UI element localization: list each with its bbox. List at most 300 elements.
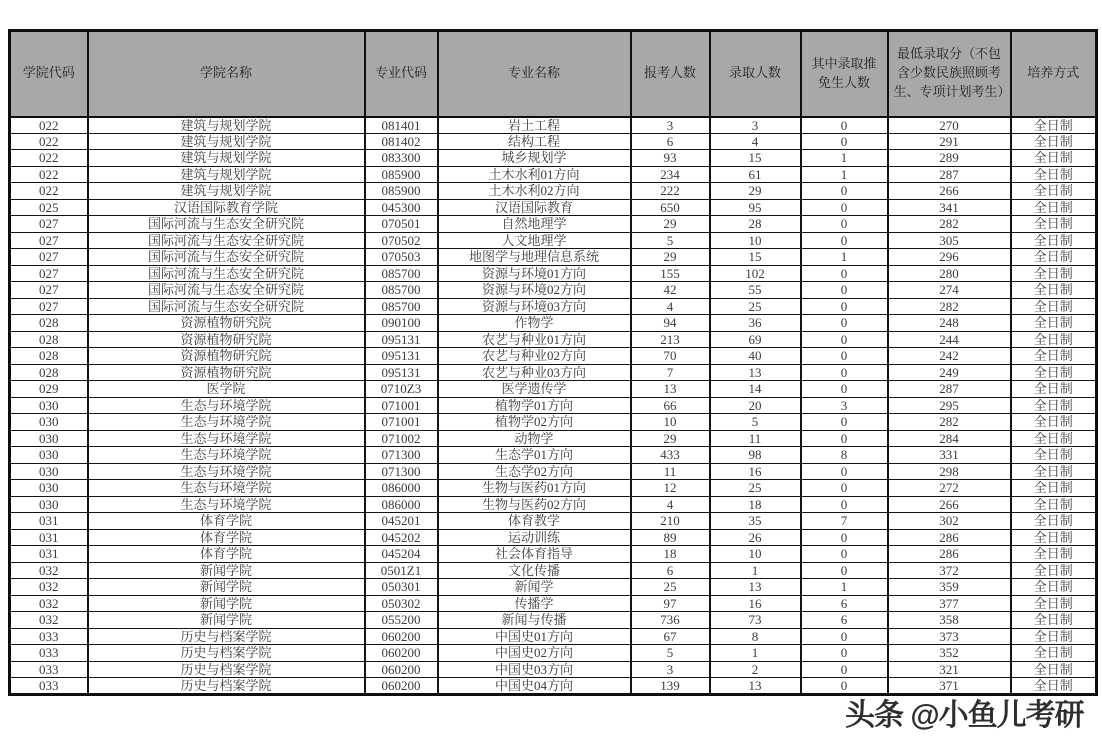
- table-cell-applicants: 11: [631, 463, 710, 480]
- table-cell-college_name: 国际河流与生态安全研究院: [88, 265, 365, 282]
- column-header-recommended-exempt: 其中录取推免生人数: [801, 31, 888, 117]
- table-cell-min_score: 298: [888, 463, 1011, 480]
- column-header-college-code: 学院代码: [10, 31, 88, 117]
- table-cell-college_name: 历史与档案学院: [88, 678, 365, 695]
- table-cell-min_score: 372: [888, 562, 1011, 579]
- table-cell-college_name: 体育学院: [88, 529, 365, 546]
- table-cell-college_code: 030: [10, 480, 88, 497]
- table-cell-major_name: 中国史04方向: [438, 678, 631, 695]
- table-cell-admitted: 25: [710, 298, 801, 315]
- table-row: [10, 133, 1097, 150]
- table-cell-major_code: 085900: [365, 183, 438, 200]
- table-cell-college_code: 027: [10, 282, 88, 299]
- table-cell-major_name: 运动训练: [438, 529, 631, 546]
- table-cell-college_code: 031: [10, 546, 88, 563]
- table-cell-college_code: 029: [10, 381, 88, 398]
- table-cell-major_code: 0710Z3: [365, 381, 438, 398]
- table-cell-college_code: 030: [10, 496, 88, 513]
- table-cell-admitted: 13: [710, 579, 801, 596]
- table-body: [10, 117, 1097, 695]
- table-cell-applicants: 433: [631, 447, 710, 464]
- table-cell-major_code: 071002: [365, 430, 438, 447]
- table-cell-major_name: 汉语国际教育: [438, 199, 631, 216]
- table-cell-major_name: 资源与环境03方向: [438, 298, 631, 315]
- table-cell-admitted: 16: [710, 595, 801, 612]
- table-cell-min_score: 295: [888, 397, 1011, 414]
- table-cell-min_score: 291: [888, 133, 1011, 150]
- table-cell-training_mode: 全日制: [1011, 199, 1097, 216]
- table-cell-college_name: 国际河流与生态安全研究院: [88, 216, 365, 233]
- table-cell-admitted: 3: [710, 117, 801, 134]
- table-cell-college_code: 022: [10, 183, 88, 200]
- table-cell-training_mode: 全日制: [1011, 117, 1097, 134]
- table-cell-min_score: 242: [888, 348, 1011, 365]
- table-cell-major_name: 结构工程: [438, 133, 631, 150]
- table-cell-major_name: 农艺与种业01方向: [438, 331, 631, 348]
- table-row: [10, 315, 1097, 332]
- table-cell-recommended_exempt: 0: [801, 496, 888, 513]
- table-cell-admitted: 98: [710, 447, 801, 464]
- table-cell-major_name: 植物学01方向: [438, 397, 631, 414]
- table-cell-recommended_exempt: 0: [801, 216, 888, 233]
- table-cell-applicants: 650: [631, 199, 710, 216]
- table-cell-admitted: 36: [710, 315, 801, 332]
- table-cell-recommended_exempt: 0: [801, 529, 888, 546]
- table-cell-college_name: 历史与档案学院: [88, 628, 365, 645]
- table-cell-training_mode: 全日制: [1011, 414, 1097, 431]
- table-cell-admitted: 102: [710, 265, 801, 282]
- table-row: [10, 661, 1097, 678]
- table-row: [10, 348, 1097, 365]
- table-cell-college_code: 031: [10, 513, 88, 530]
- table-cell-applicants: 94: [631, 315, 710, 332]
- table-cell-major_name: 社会体育指导: [438, 546, 631, 563]
- table-cell-applicants: 5: [631, 645, 710, 662]
- table-cell-college_code: 022: [10, 150, 88, 167]
- table-cell-min_score: 377: [888, 595, 1011, 612]
- table-cell-applicants: 18: [631, 546, 710, 563]
- table-cell-training_mode: 全日制: [1011, 645, 1097, 662]
- table-cell-training_mode: 全日制: [1011, 298, 1097, 315]
- table-row: [10, 150, 1097, 167]
- table-cell-min_score: 274: [888, 282, 1011, 299]
- table-cell-training_mode: 全日制: [1011, 249, 1097, 266]
- table-cell-college_code: 027: [10, 298, 88, 315]
- table-cell-applicants: 5: [631, 232, 710, 249]
- table-cell-major_name: 新闻与传播: [438, 612, 631, 629]
- table-cell-college_code: 030: [10, 414, 88, 431]
- table-cell-major_name: 岩土工程: [438, 117, 631, 134]
- table-row: [10, 513, 1097, 530]
- table-cell-college_code: 025: [10, 199, 88, 216]
- table-cell-college_name: 国际河流与生态安全研究院: [88, 249, 365, 266]
- table-cell-applicants: 70: [631, 348, 710, 365]
- table-cell-college_name: 建筑与规划学院: [88, 133, 365, 150]
- table-cell-college_name: 新闻学院: [88, 562, 365, 579]
- table-cell-college_code: 022: [10, 166, 88, 183]
- table-cell-recommended_exempt: 0: [801, 546, 888, 563]
- table-cell-college_name: 生态与环境学院: [88, 480, 365, 497]
- table-cell-training_mode: 全日制: [1011, 331, 1097, 348]
- table-cell-min_score: 287: [888, 166, 1011, 183]
- table-cell-recommended_exempt: 0: [801, 298, 888, 315]
- table-cell-college_name: 医学院: [88, 381, 365, 398]
- table-cell-recommended_exempt: 6: [801, 595, 888, 612]
- table-cell-college_name: 新闻学院: [88, 579, 365, 596]
- admission-score-table: [8, 29, 1098, 696]
- table-cell-admitted: 25: [710, 480, 801, 497]
- table-cell-recommended_exempt: 0: [801, 678, 888, 695]
- table-cell-major_code: 060200: [365, 645, 438, 662]
- table-cell-major_code: 070501: [365, 216, 438, 233]
- table-cell-recommended_exempt: 0: [801, 183, 888, 200]
- table-cell-admitted: 40: [710, 348, 801, 365]
- table-cell-applicants: 42: [631, 282, 710, 299]
- table-cell-min_score: 266: [888, 496, 1011, 513]
- table-row: [10, 529, 1097, 546]
- table-row: [10, 232, 1097, 249]
- table-cell-college_code: 022: [10, 117, 88, 134]
- table-cell-training_mode: 全日制: [1011, 381, 1097, 398]
- table-cell-major_code: 060200: [365, 628, 438, 645]
- table-header: [10, 31, 1097, 117]
- table-cell-applicants: 12: [631, 480, 710, 497]
- table-row: [10, 645, 1097, 662]
- table-cell-recommended_exempt: 0: [801, 348, 888, 365]
- table-cell-major_name: 中国史01方向: [438, 628, 631, 645]
- table-cell-major_name: 动物学: [438, 430, 631, 447]
- table-row: [10, 199, 1097, 216]
- table-cell-college_name: 资源植物研究院: [88, 364, 365, 381]
- table-header-row: [10, 31, 1097, 117]
- table-cell-min_score: 266: [888, 183, 1011, 200]
- table-cell-major_name: 传播学: [438, 595, 631, 612]
- table-cell-recommended_exempt: 7: [801, 513, 888, 530]
- table-cell-college_name: 建筑与规划学院: [88, 183, 365, 200]
- table-cell-major_code: 0501Z1: [365, 562, 438, 579]
- table-cell-major_code: 071001: [365, 397, 438, 414]
- table-cell-applicants: 3: [631, 117, 710, 134]
- table-cell-admitted: 1: [710, 562, 801, 579]
- table-cell-college_code: 022: [10, 133, 88, 150]
- table-cell-college_name: 生态与环境学院: [88, 430, 365, 447]
- table-cell-training_mode: 全日制: [1011, 579, 1097, 596]
- table-cell-admitted: 1: [710, 645, 801, 662]
- table-cell-min_score: 289: [888, 150, 1011, 167]
- table-cell-applicants: 97: [631, 595, 710, 612]
- table-cell-college_name: 历史与档案学院: [88, 645, 365, 662]
- table-row: [10, 480, 1097, 497]
- table-row: [10, 612, 1097, 629]
- table-cell-min_score: 244: [888, 331, 1011, 348]
- table-cell-college_code: 033: [10, 661, 88, 678]
- table-cell-min_score: 248: [888, 315, 1011, 332]
- table-cell-college_name: 新闻学院: [88, 595, 365, 612]
- table-cell-admitted: 14: [710, 381, 801, 398]
- table-row: [10, 249, 1097, 266]
- table-cell-training_mode: 全日制: [1011, 348, 1097, 365]
- table-cell-college_code: 031: [10, 529, 88, 546]
- table-cell-major_code: 070502: [365, 232, 438, 249]
- table-cell-training_mode: 全日制: [1011, 447, 1097, 464]
- table-cell-admitted: 16: [710, 463, 801, 480]
- table-row: [10, 364, 1097, 381]
- table-cell-major_name: 新闻学: [438, 579, 631, 596]
- table-cell-major_code: 071300: [365, 463, 438, 480]
- table-cell-major_code: 070503: [365, 249, 438, 266]
- table-row: [10, 117, 1097, 134]
- table-cell-applicants: 6: [631, 562, 710, 579]
- table-row: [10, 216, 1097, 233]
- table-cell-major_name: 中国史02方向: [438, 645, 631, 662]
- table-cell-college_name: 资源植物研究院: [88, 315, 365, 332]
- table-cell-college_name: 生态与环境学院: [88, 447, 365, 464]
- table-cell-recommended_exempt: 0: [801, 133, 888, 150]
- table-row: [10, 381, 1097, 398]
- table-cell-recommended_exempt: 6: [801, 612, 888, 629]
- table-cell-recommended_exempt: 0: [801, 232, 888, 249]
- table-cell-recommended_exempt: 0: [801, 661, 888, 678]
- column-header-major-code: 专业代码: [365, 31, 438, 117]
- table-cell-recommended_exempt: 1: [801, 150, 888, 167]
- table-cell-recommended_exempt: 0: [801, 463, 888, 480]
- table-cell-min_score: 371: [888, 678, 1011, 695]
- table-cell-major_code: 081402: [365, 133, 438, 150]
- table-cell-applicants: 139: [631, 678, 710, 695]
- table-cell-training_mode: 全日制: [1011, 628, 1097, 645]
- table-cell-major_code: 085700: [365, 298, 438, 315]
- table-cell-applicants: 4: [631, 298, 710, 315]
- table-cell-major_name: 植物学02方向: [438, 414, 631, 431]
- table-cell-college_code: 030: [10, 463, 88, 480]
- table-cell-major_name: 生物与医药01方向: [438, 480, 631, 497]
- table-cell-major_code: 083300: [365, 150, 438, 167]
- table-cell-applicants: 25: [631, 579, 710, 596]
- table-row: [10, 579, 1097, 596]
- table-cell-admitted: 95: [710, 199, 801, 216]
- table-cell-training_mode: 全日制: [1011, 133, 1097, 150]
- table-cell-admitted: 10: [710, 546, 801, 563]
- table-cell-recommended_exempt: 0: [801, 480, 888, 497]
- table-cell-college_name: 国际河流与生态安全研究院: [88, 232, 365, 249]
- table-cell-applicants: 234: [631, 166, 710, 183]
- table-cell-major_code: 045202: [365, 529, 438, 546]
- table-cell-training_mode: 全日制: [1011, 595, 1097, 612]
- table-row: [10, 628, 1097, 645]
- column-header-applicants: 报考人数: [631, 31, 710, 117]
- table-cell-recommended_exempt: 0: [801, 562, 888, 579]
- table-cell-major_name: 作物学: [438, 315, 631, 332]
- table-cell-recommended_exempt: 0: [801, 364, 888, 381]
- table-row: [10, 463, 1097, 480]
- table-cell-college_name: 新闻学院: [88, 612, 365, 629]
- table-cell-recommended_exempt: 0: [801, 331, 888, 348]
- table-cell-min_score: 280: [888, 265, 1011, 282]
- table-cell-min_score: 341: [888, 199, 1011, 216]
- table-cell-college_code: 030: [10, 447, 88, 464]
- table-cell-major_name: 土木水利02方向: [438, 183, 631, 200]
- table-cell-major_name: 资源与环境02方向: [438, 282, 631, 299]
- table-row: [10, 331, 1097, 348]
- table-cell-min_score: 282: [888, 414, 1011, 431]
- table-cell-recommended_exempt: 0: [801, 282, 888, 299]
- table-row: [10, 546, 1097, 563]
- table-cell-college_code: 028: [10, 331, 88, 348]
- table-row: [10, 265, 1097, 282]
- table-cell-recommended_exempt: 0: [801, 628, 888, 645]
- table-row: [10, 183, 1097, 200]
- table-cell-college_code: 033: [10, 678, 88, 695]
- table-cell-recommended_exempt: 0: [801, 381, 888, 398]
- toutiao-watermark: 头条 @小鱼儿考研: [845, 699, 1084, 732]
- table-cell-applicants: 3: [631, 661, 710, 678]
- table-cell-admitted: 69: [710, 331, 801, 348]
- table-cell-major_code: 055200: [365, 612, 438, 629]
- table-cell-college_code: 028: [10, 348, 88, 365]
- table-cell-applicants: 736: [631, 612, 710, 629]
- table-cell-college_code: 032: [10, 612, 88, 629]
- table-cell-major_code: 060200: [365, 678, 438, 695]
- table-cell-college_name: 生态与环境学院: [88, 496, 365, 513]
- table-cell-major_code: 085900: [365, 166, 438, 183]
- table-cell-min_score: 272: [888, 480, 1011, 497]
- table-row: [10, 414, 1097, 431]
- table-cell-admitted: 73: [710, 612, 801, 629]
- table-cell-applicants: 155: [631, 265, 710, 282]
- table-cell-major_name: 城乡规划学: [438, 150, 631, 167]
- table-cell-admitted: 13: [710, 678, 801, 695]
- table-cell-applicants: 66: [631, 397, 710, 414]
- table-cell-min_score: 270: [888, 117, 1011, 134]
- column-header-training-mode: 培养方式: [1011, 31, 1097, 117]
- table-cell-min_score: 373: [888, 628, 1011, 645]
- column-header-major-name: 专业名称: [438, 31, 631, 117]
- table-cell-training_mode: 全日制: [1011, 496, 1097, 513]
- table-cell-major_name: 自然地理学: [438, 216, 631, 233]
- table-cell-recommended_exempt: 0: [801, 265, 888, 282]
- table-cell-major_name: 土木水利01方向: [438, 166, 631, 183]
- table-cell-min_score: 305: [888, 232, 1011, 249]
- table-cell-recommended_exempt: 1: [801, 249, 888, 266]
- table-cell-admitted: 4: [710, 133, 801, 150]
- table-cell-training_mode: 全日制: [1011, 529, 1097, 546]
- table-cell-major_code: 060200: [365, 661, 438, 678]
- table-cell-min_score: 287: [888, 381, 1011, 398]
- table-cell-major_code: 081401: [365, 117, 438, 134]
- table-cell-training_mode: 全日制: [1011, 546, 1097, 563]
- table-cell-college_name: 建筑与规划学院: [88, 117, 365, 134]
- table-cell-training_mode: 全日制: [1011, 265, 1097, 282]
- table-cell-min_score: 286: [888, 529, 1011, 546]
- table-cell-training_mode: 全日制: [1011, 678, 1097, 695]
- table-cell-applicants: 7: [631, 364, 710, 381]
- table-cell-training_mode: 全日制: [1011, 513, 1097, 530]
- table-cell-admitted: 28: [710, 216, 801, 233]
- table-cell-admitted: 35: [710, 513, 801, 530]
- table-cell-training_mode: 全日制: [1011, 166, 1097, 183]
- table-cell-recommended_exempt: 3: [801, 397, 888, 414]
- table-cell-min_score: 284: [888, 430, 1011, 447]
- table-cell-applicants: 29: [631, 430, 710, 447]
- table-cell-training_mode: 全日制: [1011, 232, 1097, 249]
- table-cell-training_mode: 全日制: [1011, 430, 1097, 447]
- table-cell-min_score: 358: [888, 612, 1011, 629]
- table-cell-college_name: 资源植物研究院: [88, 331, 365, 348]
- table-cell-min_score: 302: [888, 513, 1011, 530]
- table-cell-major_name: 体育教学: [438, 513, 631, 530]
- table-cell-training_mode: 全日制: [1011, 612, 1097, 629]
- table-cell-major_name: 地图学与地理信息系统: [438, 249, 631, 266]
- table-cell-major_code: 085700: [365, 265, 438, 282]
- table-cell-min_score: 331: [888, 447, 1011, 464]
- table-cell-recommended_exempt: 0: [801, 117, 888, 134]
- table-row: [10, 447, 1097, 464]
- table-cell-major_name: 农艺与种业03方向: [438, 364, 631, 381]
- table-cell-training_mode: 全日制: [1011, 364, 1097, 381]
- table-cell-admitted: 55: [710, 282, 801, 299]
- table-cell-admitted: 18: [710, 496, 801, 513]
- table-cell-training_mode: 全日制: [1011, 183, 1097, 200]
- table-cell-major_code: 085700: [365, 282, 438, 299]
- table-cell-college_code: 027: [10, 232, 88, 249]
- table-cell-training_mode: 全日制: [1011, 150, 1097, 167]
- table-cell-applicants: 213: [631, 331, 710, 348]
- table-cell-major_name: 人文地理学: [438, 232, 631, 249]
- table-cell-college_name: 体育学院: [88, 513, 365, 530]
- table-cell-major_code: 071300: [365, 447, 438, 464]
- table-cell-major_name: 农艺与种业02方向: [438, 348, 631, 365]
- table-cell-major_name: 生态学01方向: [438, 447, 631, 464]
- table-cell-major_code: 090100: [365, 315, 438, 332]
- table-cell-recommended_exempt: 0: [801, 199, 888, 216]
- table-cell-applicants: 13: [631, 381, 710, 398]
- table-cell-major_name: 生态学02方向: [438, 463, 631, 480]
- table-cell-applicants: 67: [631, 628, 710, 645]
- table-cell-min_score: 282: [888, 216, 1011, 233]
- table-cell-college_code: 027: [10, 216, 88, 233]
- table-cell-training_mode: 全日制: [1011, 463, 1097, 480]
- table-cell-training_mode: 全日制: [1011, 397, 1097, 414]
- table-cell-admitted: 61: [710, 166, 801, 183]
- table-cell-college_code: 027: [10, 265, 88, 282]
- table-cell-college_code: 028: [10, 315, 88, 332]
- table-cell-applicants: 210: [631, 513, 710, 530]
- table-cell-admitted: 5: [710, 414, 801, 431]
- table-cell-college_name: 建筑与规划学院: [88, 166, 365, 183]
- table-cell-applicants: 89: [631, 529, 710, 546]
- table-cell-college_name: 生态与环境学院: [88, 397, 365, 414]
- table-cell-college_name: 生态与环境学院: [88, 463, 365, 480]
- table-cell-major_name: 医学遗传学: [438, 381, 631, 398]
- table-cell-recommended_exempt: 0: [801, 315, 888, 332]
- table-row: [10, 282, 1097, 299]
- table-cell-major_name: 文化传播: [438, 562, 631, 579]
- table-cell-college_name: 历史与档案学院: [88, 661, 365, 678]
- table-cell-college_name: 资源植物研究院: [88, 348, 365, 365]
- table-cell-training_mode: 全日制: [1011, 282, 1097, 299]
- table-cell-college_code: 027: [10, 249, 88, 266]
- table-cell-applicants: 29: [631, 216, 710, 233]
- table-cell-major_code: 050302: [365, 595, 438, 612]
- column-header-college-name: 学院名称: [88, 31, 365, 117]
- table-cell-admitted: 11: [710, 430, 801, 447]
- table-cell-college_code: 032: [10, 562, 88, 579]
- table-cell-applicants: 222: [631, 183, 710, 200]
- table-cell-college_name: 体育学院: [88, 546, 365, 563]
- table-cell-major_code: 071001: [365, 414, 438, 431]
- table-row: [10, 298, 1097, 315]
- table-cell-training_mode: 全日制: [1011, 562, 1097, 579]
